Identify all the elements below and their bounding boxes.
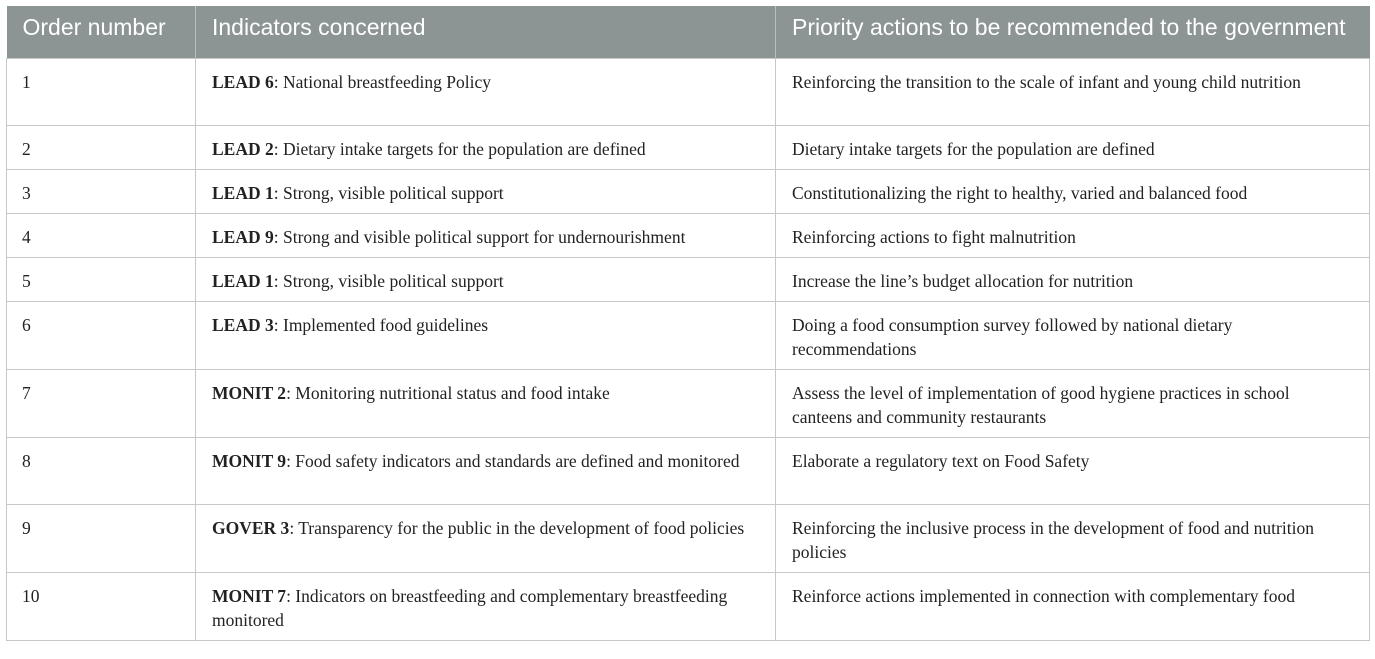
indicator-text: : Dietary intake targets for the population are defined	[273, 138, 646, 159]
indicator-cell	[196, 213, 776, 257]
order-cell: 10	[7, 572, 196, 640]
table-row	[7, 125, 1370, 169]
indicator-code: LEAD 1	[212, 270, 274, 291]
indicator-cell	[196, 58, 776, 125]
action-cell: Dietary intake targets for the population are defined	[776, 125, 1370, 169]
table-row	[7, 504, 1370, 572]
header-indicators: Indicators concerned	[196, 6, 776, 58]
header-priority-actions: Priority actions to be recommended to the government	[776, 6, 1370, 58]
table-row	[7, 301, 1370, 369]
order-cell: 7	[7, 369, 196, 437]
order-cell: 9	[7, 504, 196, 572]
indicator-code: LEAD 6	[212, 71, 274, 92]
order-cell: 1	[7, 58, 196, 125]
order-cell: 3	[7, 169, 196, 213]
indicator-text: : Indicators on breastfeeding and complementary breastfeeding monitored	[212, 585, 728, 630]
table-row	[7, 369, 1370, 437]
indicator-text: : Food safety indicators and standards are defined and monitored	[286, 450, 740, 471]
action-cell: Increase the line’s budget allocation for nutrition	[776, 257, 1370, 301]
indicator-text: : National breastfeeding Policy	[273, 71, 491, 92]
indicator-code: MONIT 7	[212, 585, 287, 606]
order-cell: 6	[7, 301, 196, 369]
table-row	[7, 58, 1370, 125]
action-cell: Reinforcing the transition to the scale of infant and young child nutrition	[776, 58, 1370, 125]
table-row	[7, 437, 1370, 504]
action-cell: Assess the level of implementation of good hygiene practices in school canteens and community restaurants	[776, 369, 1370, 437]
indicator-cell	[196, 504, 776, 572]
indicator-text: : Implemented food guidelines	[273, 314, 489, 335]
order-cell: 4	[7, 213, 196, 257]
header-order-number: Order number	[7, 6, 196, 58]
header-row	[7, 6, 1370, 58]
indicator-cell	[196, 125, 776, 169]
action-cell: Elaborate a regulatory text on Food Safety	[776, 437, 1370, 504]
indicator-code: LEAD 3	[212, 314, 274, 335]
indicator-cell	[196, 169, 776, 213]
indicator-code: MONIT 9	[212, 450, 287, 471]
indicator-cell	[196, 301, 776, 369]
order-cell: 8	[7, 437, 196, 504]
indicator-cell	[196, 257, 776, 301]
action-cell: Reinforcing the inclusive process in the development of food and nutrition policies	[776, 504, 1370, 572]
table-row	[7, 213, 1370, 257]
action-cell: Doing a food consumption survey followed by national dietary recommendations	[776, 301, 1370, 369]
indicator-code: GOVER 3	[212, 517, 290, 538]
indicator-text: : Strong, visible political support	[273, 182, 504, 203]
indicator-cell	[196, 572, 776, 640]
indicator-code: LEAD 2	[212, 138, 274, 159]
table-row	[7, 257, 1370, 301]
indicator-cell	[196, 437, 776, 504]
indicator-text: : Strong and visible political support for undernourishment	[273, 226, 686, 247]
indicator-text: : Strong, visible political support	[273, 270, 504, 291]
table-row	[7, 169, 1370, 213]
order-cell: 5	[7, 257, 196, 301]
indicator-text: : Transparency for the public in the development of food policies	[289, 517, 745, 538]
indicator-text: : Monitoring nutritional status and food intake	[286, 382, 610, 403]
order-cell: 2	[7, 125, 196, 169]
action-cell: Reinforce actions implemented in connection with complementary food	[776, 572, 1370, 640]
indicator-code: MONIT 2	[212, 382, 287, 403]
indicator-cell	[196, 369, 776, 437]
action-cell: Constitutionalizing the right to healthy, varied and balanced food	[776, 169, 1370, 213]
indicator-code: LEAD 1	[212, 182, 274, 203]
table-row	[7, 572, 1370, 640]
action-cell: Reinforcing actions to fight malnutrition	[776, 213, 1370, 257]
indicator-code: LEAD 9	[212, 226, 274, 247]
priority-actions-table	[6, 6, 1370, 641]
